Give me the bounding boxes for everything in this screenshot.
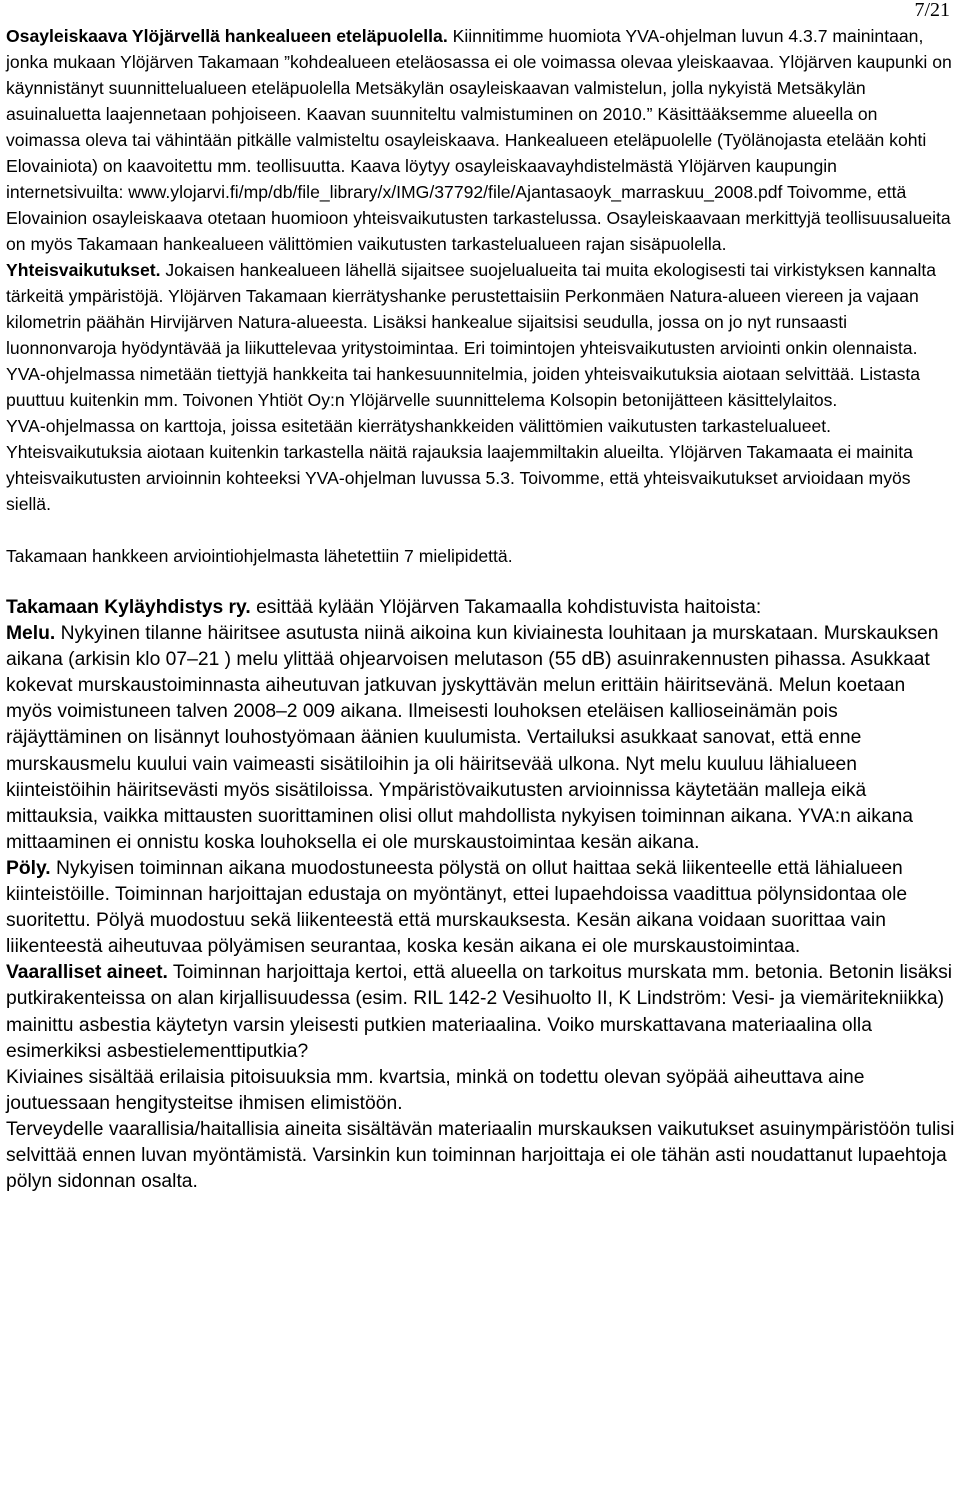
paragraph-vaaralliset-aineet (6, 960, 956, 1064)
osayleiskaava-text: Kiinnitimme huomiota YVA-ohjelman luvun 4.3.7 mainintaan, jonka mukaan Ylöjärven Takamaan ”kohdealueen eteläosassa ei ole voimassa olevaa yleiskaavaa. Ylöjärven kaupunki on käynnistänyt suunnittelualueen eteläpuolella Metsäkylän osayleiskaavan valmistelun, jolla nykyistä Metsäkylän asuinaluetta laajennetaan pohjoiseen. Kaavan suunniteltu valmistuminen on 2010.” Käsittääksemme alueella on voimassa oleva tai vähintään pitkälle valmisteltu osayleiskaava. Hankealueen eteläpuolelle (Työlänojasta etelään kohti Elovainiota) on kaavoitettu mm. teollisuutta. Kaava löytyy osayleiskaavayhdistelmästä Ylöjärven kaupungin internetsivuilta: www.ylojarvi.fi/mp/db/file_library/x/IMG/37792/file/Ajantasaoyk_marraskuu_2008.pdf Toivomme, että Elovainion osayleiskaava otetaan huomioon yhteisvaikutusten tarkastelussa. Osayleiskaavaan merkittyjä teollisuusalueita on myös Takamaan hankealueen välittömien vaikutusten tarkastelualueen rajan sisäpuolella. (6, 26, 952, 254)
paragraph-kylayhdistys (6, 595, 956, 621)
paragraph-melu (6, 621, 956, 856)
paragraph-yva-kartat: YVA-ohjelmassa on karttoja, joissa esitetään kierrätyshankkeiden välittömien vaikutusten tarkastelualueet. Yhteisvaikutuksia aiotaan kuitenkin tarkastella näitä rajauksia laajemmiltakin alueilta. Ylöjärven Takamaata ei mainita yhteisvaikutusten arvioinnin kohteeksi YVA-ohjelman luvussa 5.3. Toivomme, että yhteisvaikutukset arvioidaan myös siellä. (6, 416, 913, 514)
heading-melu: Melu. (6, 623, 56, 645)
vaaralliset-aineet-text: Toiminnan harjoittaja kertoi, että alueella on tarkoitus murskata mm. betonia. Betonin lisäksi putkirakenteissa on alan kirjallisuudessa (esim. RIL 142-2 Vesihuolto II, K Lindström: Vesi- ja viemäritekniikka) mainittu asbestia käytetyn varsin yleisesti putkien materiaalina. Voiko murskattavana materiaalina olla esimerkiksi asbestielementtiputkia? (6, 962, 953, 1062)
yhteisvaikutukset-text: Jokaisen hankealueen lähellä sijaitsee suojelualueita tai muita ekologisesti tai virkistyksen kannalta tärkeitä ympäristöjä. Ylöjärven Takamaan kierrätyshanke perustettaisiin Perkonmäen Natura-alueen viereen ja vajaan kilometrin päähän Hirvijärven Natura-alueesta. Lisäksi hankealue sijaitsisi seudulla, jossa on jo nyt runsaasti luonnonvaroja hyödyntävää ja liikuttelevaa yritystoimintaa. Eri toimintojen yhteisvaikutusten arviointi onkin olennaista. YVA-ohjelmassa nimetään tiettyjä hankkeita tai hankesuunnitelmia, joiden yhteisvaikutuksia aiotaan selvittää. Listasta puuttuu kuitenkin mm. Toivonen Yhtiöt Oy:n Ylöjärvelle suunnittelema Kolsopin betonijätteen käsittelylaitos. (6, 260, 937, 410)
kylayhdistys-intro: esittää kylään Ylöjärven Takamaalla kohdistuvista haitoista: (250, 597, 762, 618)
paragraph-terveydelle: Terveydelle vaarallisia/haitallisia aineita sisältävän materiaalin murskauksen vaikutukset asuinympäristöön tulisi selvittää ennen luvan myöntämistä. Varsinkin kun toiminnan harjoittaja ei ole tähän asti noudattanut lupaehtoja pölyn sidonnan osalta. (6, 1118, 955, 1193)
melu-text: Nykyinen tilanne häiritsee asutusta niinä aikoina kun kiviainesta louhitaan ja murskataan. Murskauksen aikana (arkisin klo 07–21 ) melu ylittää ohjearvoisen melutason (55 dB) asuinrakennusten pihassa. Asukkaat kokevat murskaustoiminnasta aiheutuvan jatkuvan jyskyttävän melun erittäin häiritsevänä. Melun koetaan myös voimistuneen talven 2008–2 009 aikana. Ilmeisesti louhoksen eteläisen kallioseinämän pois räjäyttäminen on lisännyt louhostyömaan äänien kuulumista. Vertailuksi asukkaat sanovat, että enne murskausmelu kuului vain vaimeasti sisätiloihin ja oli häiritsevää ulkona. Nyt melu kuuluu lähialueen kiinteistöihin häiritsevästi myös sisätiloissa. Ympäristövaikutusten arvioinnissa käytetään malleja eikä mittauksia, vaikka mittausten suorittaminen olisi ollut mahdollista nykyisen toiminnan aikana. YVA:n aikana mittaaminen ei onnistu koska louhoksella ei ole murskaustoimintaa kesän aikana. (6, 623, 939, 853)
paragraph-kiviaines: Kiviaines sisältää erilaisia pitoisuuksia mm. kvartsia, minkä on todettu olevan syöpää aiheuttava aine joutuessaan hengitysteitse ihmisen elimistöön. (6, 1066, 865, 1114)
spacer (6, 569, 956, 595)
paragraph-mielipiteet: Takamaan hankkeen arviointiohjelmasta lähetettiin 7 mielipidettä. (6, 546, 513, 566)
poly-text: Nykyisen toiminnan aikana muodostuneesta pölystä on ollut haittaa sekä liikenteelle että lähialueen kiinteistöille. Toiminnan harjoittajan edustaja on myöntänyt, ettei lupaehdoissa vaadittua pölynsidontaa ole suoritettu. Pölyä muodostuu sekä liikenteestä että murskauksesta. Kesän aikana voidaan suorittaa vain liikenteestä aiheutuvaa pölyämisen seurantaa, koska kesän aikana ei ole murskaustoimintaa. (6, 857, 908, 958)
heading-kylayhdistys: Takamaan Kyläyhdistys ry. (6, 597, 251, 618)
heading-vaaralliset-aineet: Vaaralliset aineet. (6, 962, 168, 984)
document-body (6, 23, 956, 1195)
spacer (6, 517, 956, 543)
heading-osayleiskaava: Osayleiskaava Ylöjärvellä hankealueen eteläpuolella. (6, 26, 448, 46)
paragraph-yhteisvaikutukset (6, 257, 956, 413)
paragraph-osayleiskaava (6, 23, 956, 257)
paragraph-poly (6, 856, 956, 960)
heading-poly: Pöly. (6, 857, 51, 879)
heading-yhteisvaikutukset: Yhteisvaikutukset. (6, 260, 161, 280)
page-number: 7/21 (914, 0, 950, 21)
